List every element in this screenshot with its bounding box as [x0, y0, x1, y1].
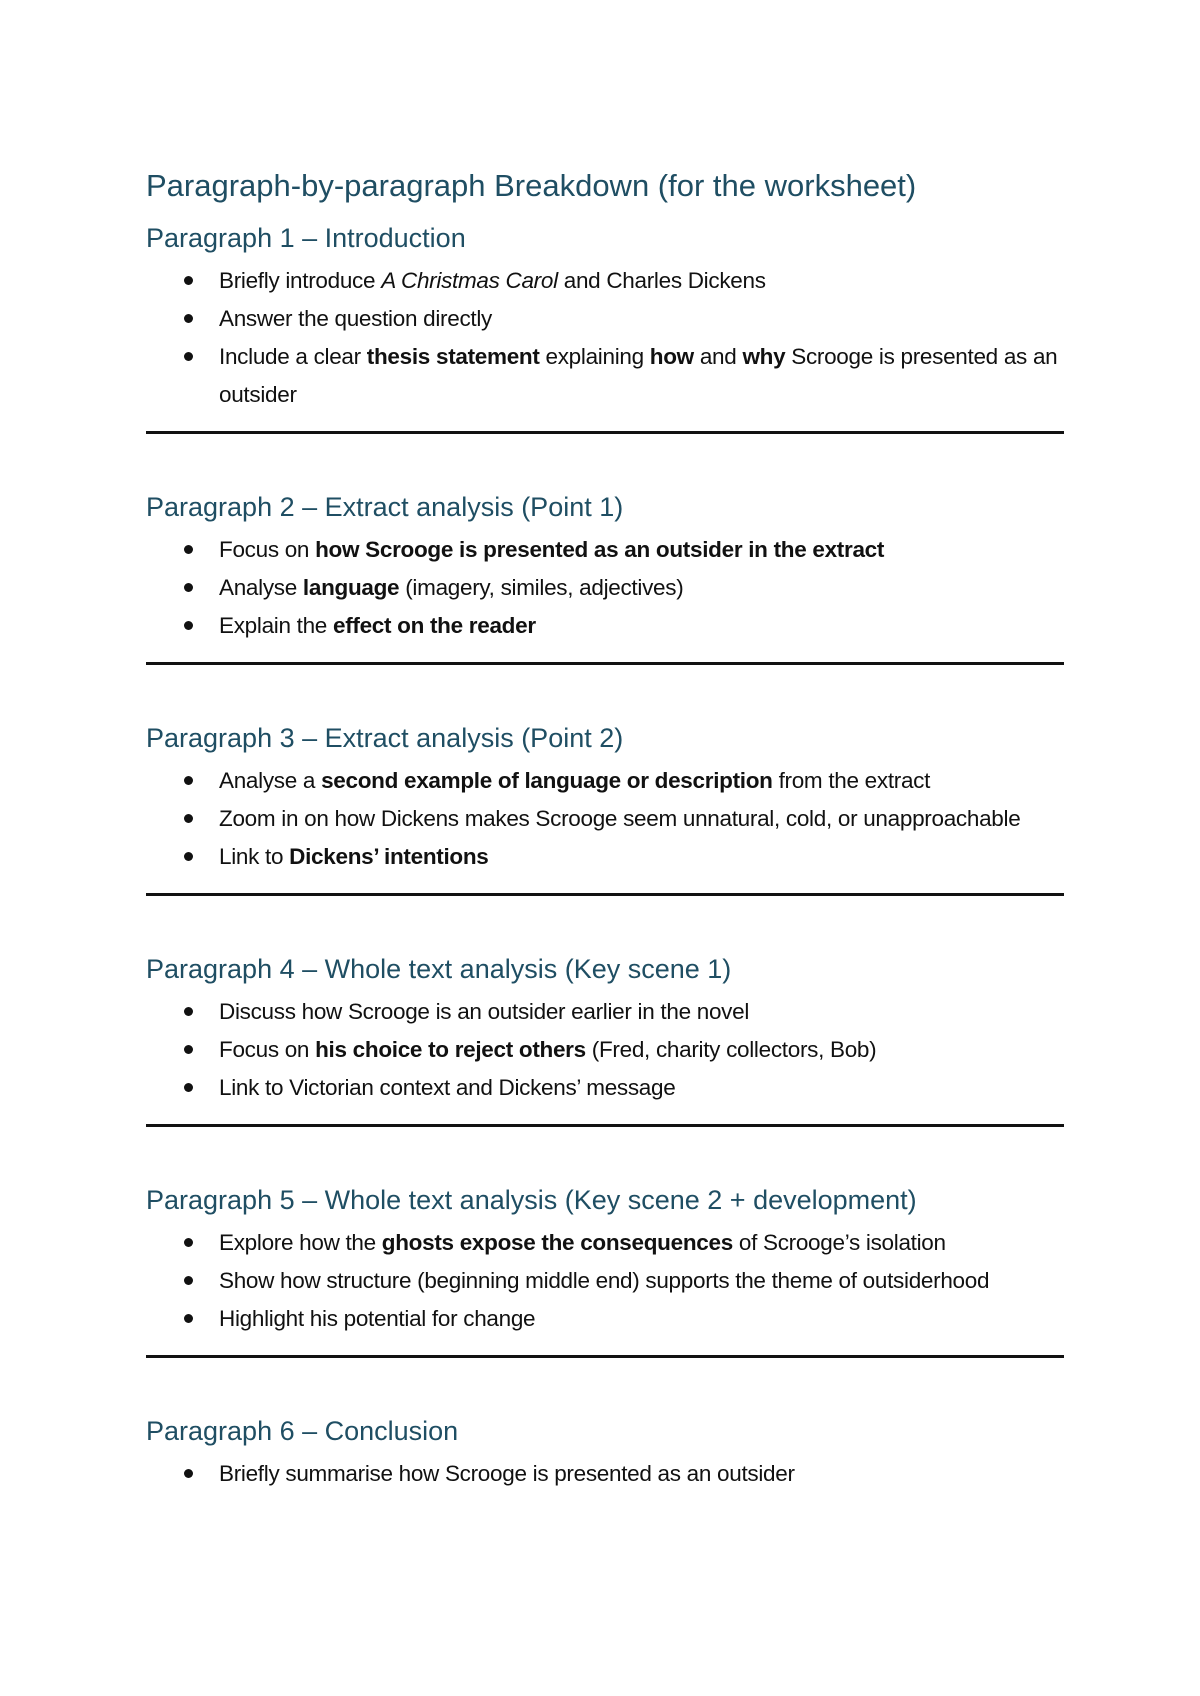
- bullet-item: [146, 1069, 1064, 1107]
- text-run: Focus on: [219, 1037, 316, 1062]
- text-run: Briefly introduce: [219, 268, 382, 293]
- bullet-item: [146, 1031, 1064, 1069]
- text-run: Link to: [219, 844, 290, 869]
- section-paragraph-2: [146, 489, 1064, 665]
- document-title: Paragraph-by-paragraph Breakdown (for the worksheet): [146, 168, 917, 203]
- section-divider: [146, 1124, 1064, 1127]
- bullet-text: [219, 1230, 946, 1255]
- text-run: explaining: [539, 344, 650, 369]
- section-divider: [146, 662, 1064, 665]
- section-paragraph-3: [146, 720, 1064, 896]
- text-run: of Scrooge’s isolation: [732, 1230, 946, 1255]
- text-run: Explain the: [219, 613, 333, 638]
- bullet-dot-icon: [184, 776, 193, 785]
- bold-text: effect on the reader: [332, 613, 536, 638]
- text-run: and: [693, 344, 743, 369]
- text-run: Zoom in on how Dickens makes Scrooge seem unnatural, cold, or unapproachable: [219, 806, 1021, 831]
- bold-text: how Scrooge is presented as an outsider in the extract: [315, 537, 885, 562]
- bold-text: how: [649, 344, 694, 369]
- text-run: Include a clear: [219, 344, 367, 369]
- bold-text: why: [742, 344, 786, 369]
- text-run: from the extract: [772, 768, 931, 793]
- section-paragraph-4: [146, 951, 1064, 1127]
- text-run: Briefly summarise how Scrooge is presented as an outsider: [219, 1461, 795, 1486]
- bullet-text: [219, 575, 683, 600]
- bullet-item: [146, 607, 1064, 645]
- text-run: Show how structure (beginning middle end) supports the theme of outsiderhood: [219, 1268, 990, 1293]
- section-heading: Paragraph 3 – Extract analysis (Point 2): [146, 723, 624, 753]
- bullet-dot-icon: [184, 814, 193, 823]
- bullet-dot-icon: [184, 545, 193, 554]
- section-heading: Paragraph 6 – Conclusion: [146, 1416, 459, 1446]
- bullet-text: [219, 768, 930, 793]
- bullet-item: [146, 993, 1064, 1031]
- bullet-list: [146, 531, 1064, 645]
- bullet-text: [219, 1037, 876, 1062]
- bullet-list: [146, 1224, 1064, 1338]
- section-divider: [146, 1355, 1064, 1358]
- bullet-dot-icon: [184, 1276, 193, 1285]
- bold-text: second example of language or description: [321, 768, 773, 793]
- bullet-list: [146, 1455, 1064, 1493]
- bullet-dot-icon: [184, 1469, 193, 1478]
- bullet-dot-icon: [184, 1314, 193, 1323]
- bullet-text: [219, 1461, 795, 1486]
- section-heading: Paragraph 2 – Extract analysis (Point 1): [146, 492, 624, 522]
- bold-text: ghosts expose the consequences: [381, 1230, 733, 1255]
- bullet-item: [146, 838, 1064, 876]
- bullet-dot-icon: [184, 1045, 193, 1054]
- bullet-text: [219, 268, 766, 293]
- bullet-item: [146, 1300, 1064, 1338]
- bullet-item: [146, 338, 1064, 414]
- bullet-item: [146, 762, 1064, 800]
- bullet-item: [146, 569, 1064, 607]
- bullet-item: [146, 262, 1064, 300]
- bullet-item: [146, 1262, 1064, 1300]
- section-paragraph-5: [146, 1182, 1064, 1358]
- text-run: Highlight his potential for change: [219, 1306, 536, 1331]
- bullet-dot-icon: [184, 621, 193, 630]
- text-run: (imagery, similes, adjectives): [399, 575, 684, 600]
- bullet-text: [219, 306, 492, 331]
- bullet-text: [219, 1075, 675, 1100]
- bullet-dot-icon: [184, 1007, 193, 1016]
- bullet-text: [219, 344, 1057, 407]
- italic-text: A Christmas Carol: [381, 268, 558, 293]
- bullet-text: [219, 1306, 535, 1331]
- text-run: Scrooge is presented as an outsider: [219, 344, 1058, 407]
- section-heading: Paragraph 5 – Whole text analysis (Key scene 2 + development): [146, 1185, 917, 1215]
- bullet-item: [146, 800, 1064, 838]
- bullet-dot-icon: [184, 583, 193, 592]
- text-run: Analyse a: [219, 768, 322, 793]
- section-paragraph-6: [146, 1413, 1064, 1493]
- bullet-dot-icon: [184, 1238, 193, 1247]
- text-run: Analyse: [219, 575, 303, 600]
- bullet-text: [219, 537, 884, 562]
- bullet-dot-icon: [184, 1083, 193, 1092]
- bullet-item: [146, 1224, 1064, 1262]
- sections-container: [146, 220, 1064, 1493]
- bullet-dot-icon: [184, 852, 193, 861]
- section-heading: Paragraph 1 – Introduction: [146, 223, 466, 253]
- bullet-item: [146, 531, 1064, 569]
- text-run: Focus on: [219, 537, 316, 562]
- text-run: Answer the question directly: [219, 306, 492, 331]
- bullet-dot-icon: [184, 352, 193, 361]
- bullet-text: [219, 613, 536, 638]
- section-divider: [146, 893, 1064, 896]
- section-paragraph-1: [146, 220, 1064, 434]
- text-run: and Charles Dickens: [557, 268, 766, 293]
- bullet-text: [219, 806, 1020, 831]
- bullet-text: [219, 1268, 989, 1293]
- section-divider: [146, 431, 1064, 434]
- bullet-list: [146, 993, 1064, 1107]
- bullet-list: [146, 262, 1064, 414]
- document-content: [146, 166, 1064, 1493]
- text-run: (Fred, charity collectors, Bob): [585, 1037, 877, 1062]
- bullet-item: [146, 1455, 1064, 1493]
- bullet-text: [219, 999, 749, 1024]
- text-run: Link to Victorian context and Dickens’ message: [219, 1075, 676, 1100]
- bullet-item: [146, 300, 1064, 338]
- bold-text: Dickens’ intentions: [289, 844, 489, 869]
- text-run: Explore how the: [219, 1230, 382, 1255]
- section-heading: Paragraph 4 – Whole text analysis (Key scene 1): [146, 954, 732, 984]
- bold-text: his choice to reject others: [315, 1037, 586, 1062]
- text-run: Discuss how Scrooge is an outsider earlier in the novel: [219, 999, 750, 1024]
- bullet-dot-icon: [184, 276, 193, 285]
- bullet-dot-icon: [184, 314, 193, 323]
- bold-text: thesis statement: [366, 344, 540, 369]
- bullet-list: [146, 762, 1064, 876]
- bullet-text: [219, 844, 489, 869]
- bold-text: language: [302, 575, 400, 600]
